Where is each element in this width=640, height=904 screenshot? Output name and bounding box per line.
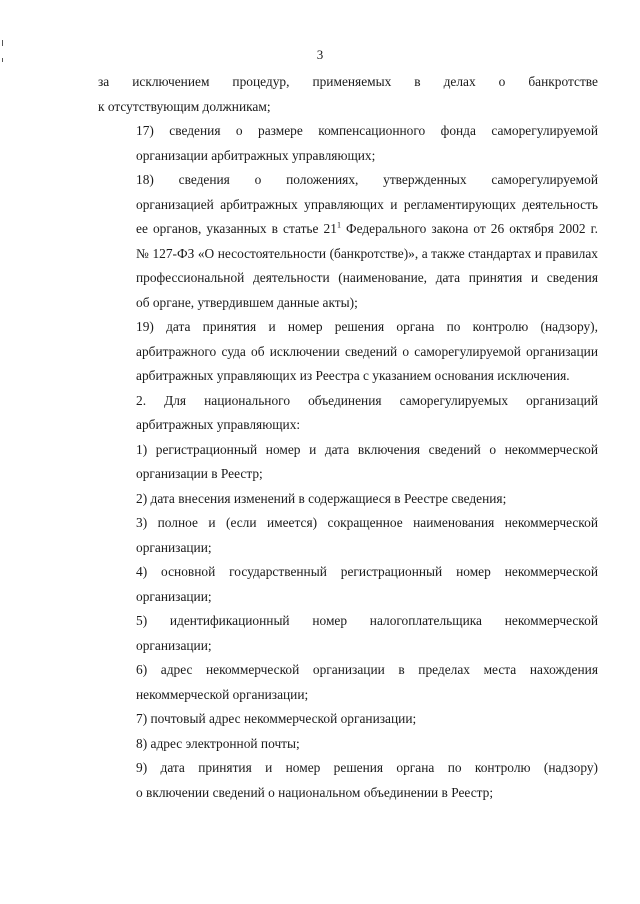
- paragraph: [98, 70, 598, 119]
- document-body: [98, 70, 598, 805]
- text-line: 3) полное и (если имеется) сокращенное наименования некоммерческой: [136, 515, 598, 530]
- text-line: об органе, утвердившем данные акты);: [136, 294, 358, 310]
- text-line: 1) регистрационный номер и дата включения сведений о некоммерческой: [136, 441, 598, 457]
- text-line: арбитражного суда об исключении сведений о саморегулируемой организации: [136, 343, 598, 359]
- text-line: 2. Для национального объединения саморегулируемых организаций: [136, 392, 598, 408]
- paragraph: [98, 707, 598, 732]
- text-line: 5) идентификационный номер налогоплательщика некоммерческой: [136, 613, 598, 628]
- text-line: организации;: [136, 539, 212, 555]
- text-line: организации;: [136, 588, 212, 604]
- paragraph: [98, 487, 598, 512]
- scan-artifact-mark: [2, 40, 3, 46]
- text-line: некоммерческой организации;: [136, 686, 309, 702]
- text-line: организацией арбитражных управляющих и регламентирующих деятельность: [136, 196, 598, 212]
- paragraph: [98, 315, 598, 389]
- text-line: 6) адрес некоммерческой организации в пределах места нахождения: [136, 662, 598, 677]
- paragraph: [98, 560, 598, 609]
- text-line: 4) основной государственный регистрационный номер некоммерческой: [136, 564, 598, 579]
- text-line: за исключением процедур, применяемых в делах о банкротстве: [98, 74, 598, 89]
- paragraph: [98, 389, 598, 438]
- text-line: 7) почтовый адрес некоммерческой организации;: [136, 711, 417, 726]
- paragraph: [98, 658, 598, 707]
- text-line: организации арбитражных управляющих;: [136, 147, 376, 163]
- text-line: о включении сведений о национальном объединении в Реестр;: [136, 784, 494, 800]
- text-line: 19) дата принятия и номер решения органа по контролю (надзору),: [136, 319, 598, 334]
- text-line: 2) дата внесения изменений в содержащиеся в Реестре сведения;: [136, 490, 507, 506]
- text-line: 18) сведения о положениях, утвержденных саморегулируемой: [136, 172, 598, 187]
- text-line: к отсутствующим должникам;: [98, 98, 271, 114]
- superscript-marker: 1: [336, 220, 341, 230]
- paragraph: [98, 438, 598, 487]
- text-line: ее органов, указанных в статье $21^1$ Федерального закона от 26 октября 2002 г.: [136, 220, 598, 236]
- text-line: организации;: [136, 637, 212, 653]
- paragraph: [98, 756, 598, 805]
- text-line: 8) адрес электронной почты;: [136, 735, 300, 751]
- paragraph: [98, 511, 598, 560]
- text-line: профессиональной деятельности (наименование, дата принятия и сведения: [136, 270, 598, 285]
- text-line: 17) сведения о размере компенсационного фонда саморегулируемой: [136, 123, 598, 138]
- paragraph: [98, 609, 598, 658]
- paragraph: [98, 119, 598, 168]
- text-line: организации в Реестр;: [136, 466, 263, 481]
- text-line: № 127-ФЗ «О несостоятельности (банкротстве)», а также стандартах и правилах: [136, 245, 598, 261]
- paragraph: [98, 168, 598, 315]
- paragraph: [98, 732, 598, 757]
- page-number: 3: [316, 47, 324, 62]
- text-line: 9) дата принятия и номер решения органа по контролю (надзору): [136, 760, 598, 775]
- text-line: арбитражных управляющих:: [136, 417, 301, 432]
- text-line: арбитражных управляющих из Реестра с указанием основания исключения.: [136, 368, 570, 383]
